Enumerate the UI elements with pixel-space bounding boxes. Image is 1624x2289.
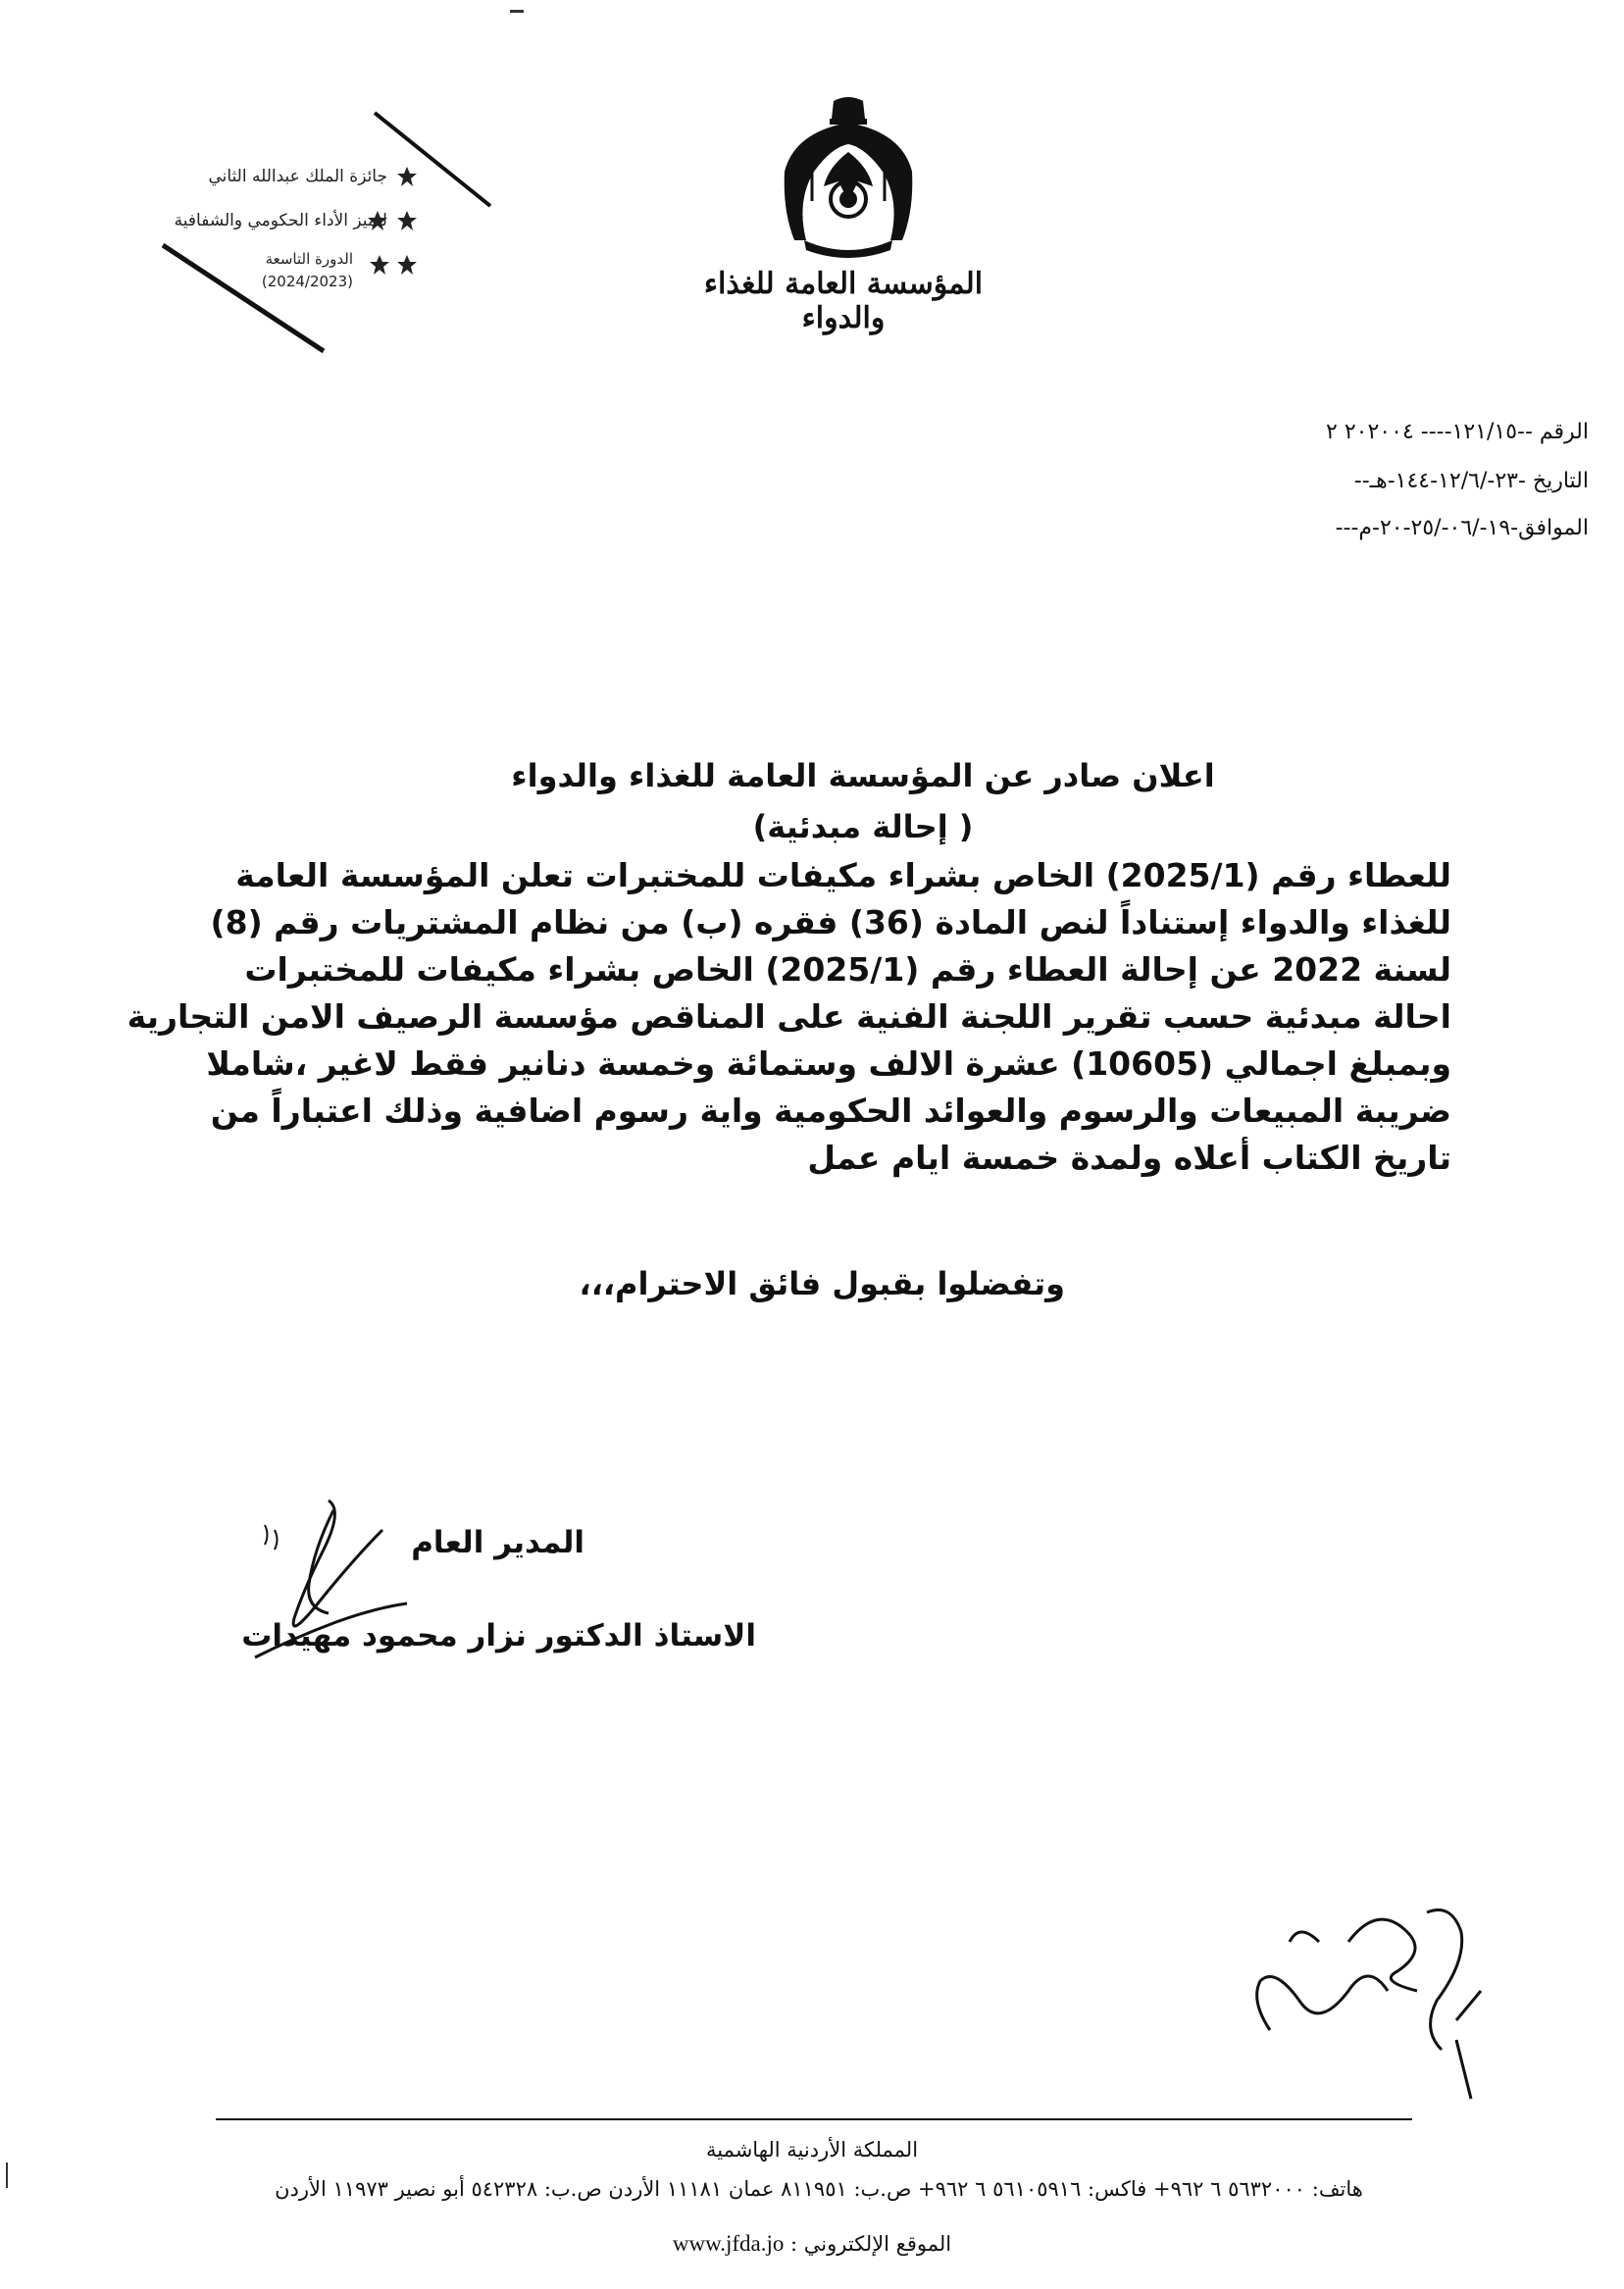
body-line: لسنة 2022 عن إحالة العطاء رقم (2025/1) الخاص بشراء مكيفات للمختبرات (244, 950, 1451, 989)
signatory-title: المدير العام (411, 1525, 584, 1560)
star-icon (370, 255, 389, 275)
body-line: تاريخ الكتاب أعلاه ولمدة خمسة ايام عمل (807, 1139, 1451, 1177)
scan-mark (510, 10, 524, 13)
star-icon (397, 211, 417, 230)
award-title: جائزة الملك عبدالله الثاني (208, 167, 387, 186)
reference-date-gregorian: الموافق-١٩-/٠٦-/٢٥-٢٠-م--- (1335, 516, 1589, 540)
star-icon (397, 167, 417, 186)
jordan-coat-of-arms-icon (775, 93, 922, 260)
body-line: للغذاء والدواء إستناداً لنص المادة (36) فقره (ب) من نظام المشتريات رقم (8) (210, 903, 1451, 941)
announcement-body (127, 750, 1451, 1182)
footer-website (0, 2231, 1624, 2257)
footer-website-link[interactable]: www.jfda.jo (672, 2231, 785, 2256)
award-years: (2024/2023) (261, 273, 353, 290)
star-icon (397, 255, 417, 275)
announcement-subtitle: ( إحالة مبدئية) (752, 808, 974, 845)
footer-website-label: الموقع الإلكتروني : (790, 2232, 952, 2256)
announcement-title: اعلان صادر عن المؤسسة العامة للغذاء والدواء (511, 757, 1215, 794)
scan-mark (6, 2162, 8, 2188)
body-line: للعطاء رقم (2025/1) الخاص بشراء مكيفات للمختبرات تعلن المؤسسة العامة (235, 856, 1451, 894)
signatory-name: الاستاذ الدكتور نزار محمود مهيدات (241, 1618, 756, 1653)
footer-divider (216, 2118, 1412, 2120)
award-cycle: الدورة التاسعة (265, 250, 353, 268)
award-subtitle: لتميز الأداء الحكومي والشفافية (174, 211, 387, 230)
handwritten-initials (1231, 1883, 1486, 2109)
body-line: وبمبلغ اجمالي (10605) عشرة الالف وستمائة وخمسة دنانير فقط لاغير ،شاملا (206, 1044, 1451, 1083)
award-ribbon-lines (147, 98, 500, 363)
footer-country: المملكة الأردنية الهاشمية (705, 2138, 919, 2162)
body-line: احالة مبدئية حسب تقرير اللجنة الفنية على المناقص مؤسسة الرصيف الامن التجارية (127, 997, 1451, 1036)
reference-date-hijri: التاريخ -٢٣-/١٢/٦-١٤٤-هـ-- (1353, 469, 1589, 493)
footer-contact-info: هاتف: ٥٦٣٢٠٠٠ ٦ ٩٦٢+ فاكس: ٥٦١٠٥٩١٦ ٦ ٩٦٢+ ص.ب: ٨١١٩٥١ عمان ١١١٨١ الأردن ص.ب: ٥٤٢٣٢٨ أبو نصير ١١٩٧٣ الأردن (275, 2177, 1363, 2201)
reference-number: الرقم --١٢١/١٥---- ٢٠٢٠٠٤ ٢ (1326, 420, 1589, 444)
org-logo-text: المؤسسة العامة للغذاء والدواء (703, 267, 984, 335)
body-line: ضريبة المبيعات والرسوم والعوائد الحكومية واية رسوم اضافية وذلك اعتباراً من (210, 1092, 1451, 1130)
award-stamp (147, 98, 500, 363)
closing-salutation: وتفضلوا بقبول فائق الاحترام،،، (579, 1265, 1065, 1302)
